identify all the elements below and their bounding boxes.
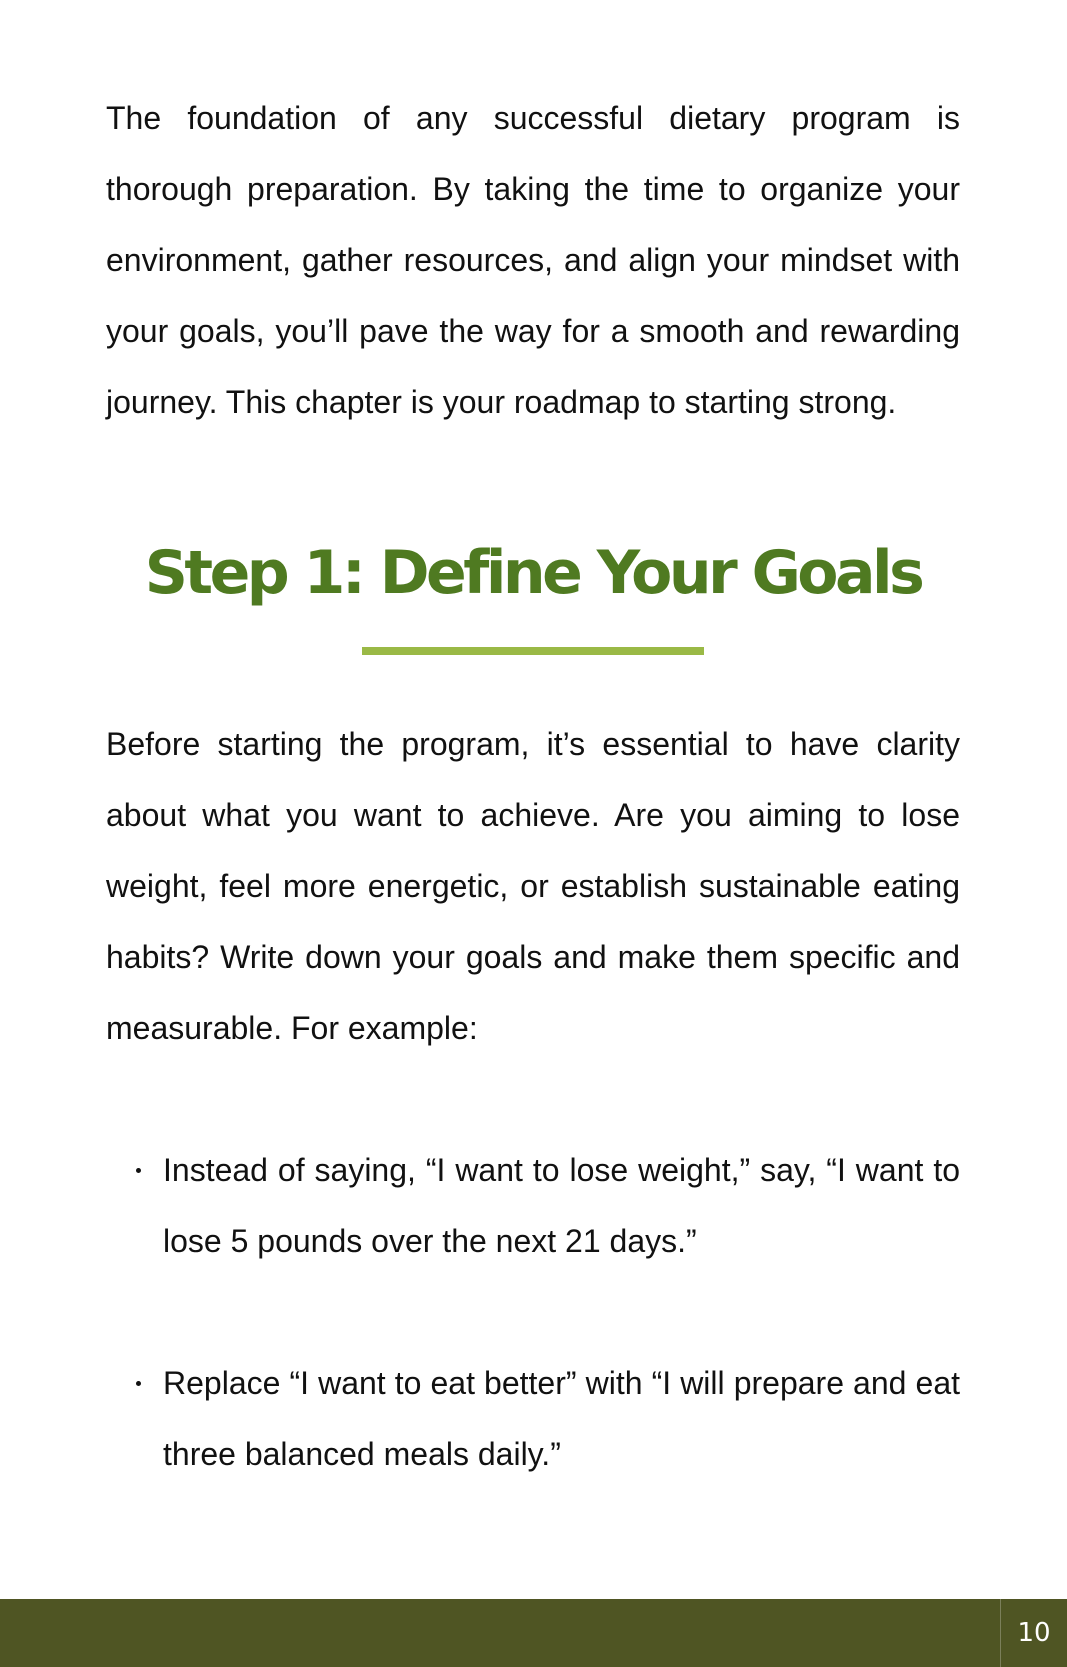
section-paragraph: Before starting the program, it’s essential to have clarity about what you want to achieve. Are you aiming to lose weight, feel more energetic, or establish sustainable eating habits? Write down your goals and make them specific and measurable. For example: [106, 726, 960, 1046]
intro-paragraph: The foundation of any successful dietary program is thorough preparation. By taking the time to organize your environment, gather resources, and align your mindset with your goals, you’ll pave the way for a smooth and rewarding journey. This chapter is your roadmap to starting strong. [106, 100, 960, 420]
bullet-icon [136, 1168, 141, 1173]
section-heading: Step 1: Define Your Goals [144, 538, 922, 608]
heading-underline [362, 647, 704, 655]
list-item-text: Instead of saying, “I want to lose weight,” say, “I want to lose 5 pounds over the next 21 days.” [163, 1152, 960, 1259]
list-item [106, 1135, 960, 1277]
page-footer [0, 1599, 1067, 1667]
list-item-text: Replace “I want to eat better” with “I will prepare and eat three balanced meals daily.” [163, 1365, 960, 1472]
list-item [106, 1348, 960, 1490]
page-number-box [1000, 1599, 1067, 1667]
example-list [106, 1135, 960, 1490]
page-number: 10 [1017, 1618, 1051, 1648]
bullet-icon [136, 1381, 141, 1386]
page-content [106, 83, 960, 1490]
